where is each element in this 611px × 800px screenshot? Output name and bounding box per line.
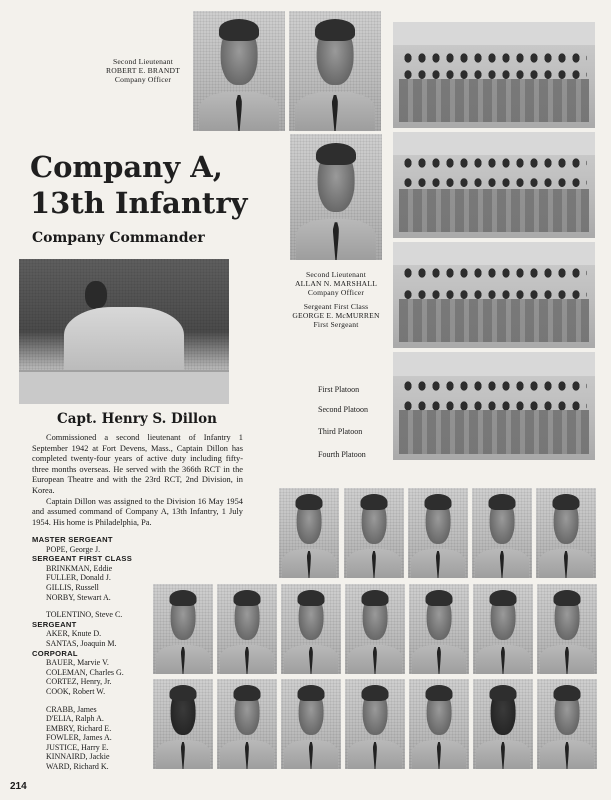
roster-name: COOK, Robert W. xyxy=(46,686,106,696)
roster-name: FOWLER, James A. xyxy=(46,733,112,743)
rank-heading: SERGEANT FIRST CLASS xyxy=(32,554,133,564)
bio-paragraph: Captain Dillon was assigned to the Division 16 May 1954 and assumed command of Company A, 13th Infantry, 1 July 1954. His home is Philadelphia, Pa. xyxy=(32,496,243,527)
roster-name: BAUER, Marvie V. xyxy=(46,658,109,668)
caption-name: ALLAN N. MARSHALL xyxy=(294,279,378,288)
roster-name: KINNAIRD, Jackie xyxy=(46,752,110,762)
caption-rank: Second Lieutenant xyxy=(112,57,174,66)
roster-name: CORTEZ, Henry, Jr. xyxy=(46,677,112,687)
soldier-portrait xyxy=(153,584,213,674)
bio-paragraph: Commissioned a second lieutenant of Infantry 1 September 1942 at Fort Devens, Mass., Captain Dillon has completed twenty-four years of active duty including fifty-three months overseas. He served with the 366th RCT in the European Theatre and with the 23rd RCT, 2nd Division, in Korea. xyxy=(32,433,243,495)
roster-name: BRINKMAN, Eddie xyxy=(46,563,113,573)
roster xyxy=(32,535,152,772)
commander-bio xyxy=(32,433,243,528)
soldier-portrait xyxy=(281,679,341,769)
soldier-portrait xyxy=(409,679,469,769)
title-line-1: Company A, xyxy=(30,150,223,184)
roster-name: FULLER, Donald J. xyxy=(46,573,111,583)
caption-role: Company Officer xyxy=(114,75,172,84)
portrait-mcmurren xyxy=(290,134,382,260)
soldier-portrait xyxy=(344,488,404,578)
roster-name: SANTAS, Joaquin M. xyxy=(46,638,117,648)
commander-photo xyxy=(19,259,229,404)
caption-rank: Second Lieutenant xyxy=(305,270,367,279)
subtitle: Company Commander xyxy=(32,230,205,246)
caption-brandt xyxy=(96,57,190,84)
caption-rank: Sergeant First Class xyxy=(303,302,369,311)
roster-name: NORBY, Stewart A. xyxy=(46,592,111,602)
rank-heading: MASTER SERGEANT xyxy=(32,535,113,544)
roster-name: JUSTICE, Harry E. xyxy=(46,742,109,752)
platoon-label-1: First Platoon xyxy=(318,385,360,394)
platoon-photo-3 xyxy=(393,242,595,348)
soldier-portrait xyxy=(408,488,468,578)
roster-name: COLEMAN, Charles G. xyxy=(46,667,124,677)
soldier-portrait xyxy=(537,584,597,674)
platoon-label-2: Second Platoon xyxy=(318,405,368,414)
platoon-label-3: Third Platoon xyxy=(318,427,363,436)
title-line-2: 13th Infantry xyxy=(30,186,248,220)
platoon-photo-2 xyxy=(393,132,595,238)
soldier-portrait xyxy=(345,679,405,769)
caption-name: ROBERT E. BRANDT xyxy=(105,66,181,75)
roster-name: POPE, George J. xyxy=(46,544,101,554)
roster-name: D'ELIA, Ralph A. xyxy=(46,714,104,724)
roster-name: CRABB, James xyxy=(46,704,97,714)
platoon-label-4: Fourth Platoon xyxy=(318,450,366,459)
page-title xyxy=(30,149,270,221)
caption-role: Company Officer xyxy=(307,288,365,297)
soldier-portrait xyxy=(472,488,532,578)
roster-name: GILLIS, Russell xyxy=(46,582,99,592)
soldier-portrait xyxy=(473,584,533,674)
platoon-photo-4 xyxy=(393,352,595,460)
soldier-portrait xyxy=(279,488,339,578)
portrait-brandt xyxy=(193,11,285,131)
caption-role: First Sergeant xyxy=(313,320,359,329)
soldier-portrait xyxy=(217,679,277,769)
soldier-portrait xyxy=(153,679,213,769)
rank-heading: CORPORAL xyxy=(32,648,78,658)
soldier-portrait xyxy=(217,584,277,674)
soldier-portrait xyxy=(536,488,596,578)
commander-name: Capt. Henry S. Dillon xyxy=(57,411,217,427)
caption-marshall xyxy=(286,270,386,329)
roster-name: WARD, Richard K. xyxy=(46,762,109,772)
roster-name: TOLENTINO, Steve C. xyxy=(46,610,123,620)
soldier-portrait xyxy=(281,584,341,674)
roster-name: AKER, Knute D. xyxy=(46,629,102,639)
roster-name: EMBRY, Richard E. xyxy=(46,723,112,733)
caption-name: GEORGE E. McMURREN xyxy=(292,311,380,320)
soldier-portrait xyxy=(409,584,469,674)
rank-heading: SERGEANT xyxy=(32,619,77,629)
portrait-marshall xyxy=(289,11,381,131)
soldier-portrait xyxy=(537,679,597,769)
page-number: 214 xyxy=(10,781,27,792)
platoon-photo-1 xyxy=(393,22,595,128)
soldier-portrait xyxy=(345,584,405,674)
soldier-portrait xyxy=(473,679,533,769)
